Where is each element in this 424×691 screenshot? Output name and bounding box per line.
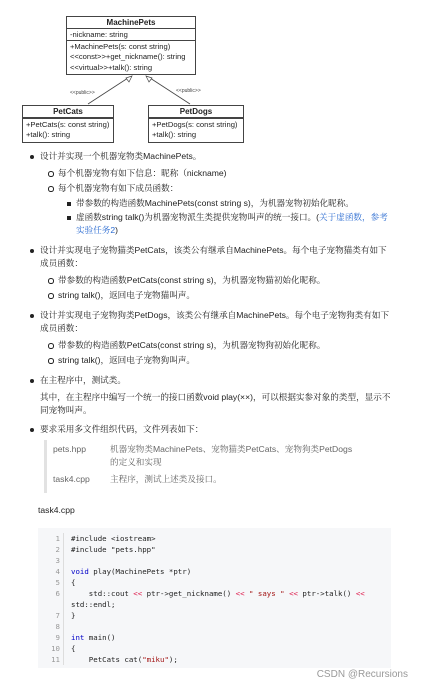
machinepets-class [66, 16, 196, 75]
code-line [38, 599, 391, 610]
list-item: string talk()，返回电子宠物狗叫声。 [0, 354, 424, 367]
line-number: 9 [38, 632, 64, 643]
item-text: ) [115, 225, 119, 235]
line-number: 2 [38, 544, 64, 555]
list-item [0, 211, 424, 237]
machinepets-title: MachinePets [67, 17, 195, 29]
code-line [38, 643, 391, 654]
code-line [38, 544, 391, 555]
list-item: 带参数的构造函数PetCats(const string s)，为机器宠物狗初始化昵称。 [0, 339, 424, 352]
file-name: pets.hpp [53, 444, 86, 454]
line-number: 1 [38, 533, 64, 544]
item-text: 虚函数string talk()为机器宠物派生类提供宠物叫声的统一接口。( [76, 212, 320, 222]
method: +talk(): string [152, 130, 197, 140]
method: +PetCats(s: const string) [26, 120, 110, 129]
code-line [38, 533, 391, 544]
method: <<virtual>>+talk(): string [70, 62, 153, 72]
list-item: 要求采用多文件组织代码，文件列表如下： [0, 423, 424, 436]
list-item: 设计并实现电子宠物狗类PetDogs，该类公有继承自MachinePets。每个电子宠物狗类有如下成员函数： [0, 309, 424, 335]
petcats-class [22, 105, 114, 143]
line-number: 10 [38, 643, 64, 654]
file-description: 机器宠物类MachinePets、宠物猫类PetCats、宠物狗类PetDogs的定义和实现 [110, 444, 353, 467]
code-text: std::cout << ptr->get_nickname() << " says " << ptr->talk() << [71, 589, 365, 598]
machinepets-attribute: -nickname: string [67, 29, 195, 41]
public-tag-left: <<public>> [70, 90, 95, 96]
petcats-methods [23, 119, 113, 142]
file-list [44, 440, 424, 493]
code-text: } [71, 611, 76, 620]
line-number: 8 [38, 621, 64, 632]
code-line [38, 621, 391, 632]
petdogs-title: PetDogs [149, 106, 243, 118]
list-item: 每个机器宠物有如下信息：昵称（nickname) [0, 167, 424, 180]
requirements-list [0, 150, 424, 493]
method: +PetDogs(s: const string) [152, 120, 238, 129]
code-text: { [71, 578, 76, 587]
code-keyword: void [71, 567, 89, 576]
list-item: 带参数的构造函数PetCats(const string s)，为机器宠物猫初始化昵称。 [0, 274, 424, 287]
list-item: 设计并实现电子宠物猫类PetCats，该类公有继承自MachinePets。每个电子宠物猫类有如下成员函数： [0, 244, 424, 270]
code-line [38, 577, 391, 588]
line-number: 7 [38, 610, 64, 621]
line-number: 4 [38, 566, 64, 577]
code-keyword: int [71, 633, 85, 642]
list-item: 在主程序中，测试类。 [0, 374, 424, 387]
code-text: std::endl; [71, 600, 116, 609]
method: <<const>>+get_nickname(): string [70, 52, 186, 62]
line-number: 6 [38, 588, 64, 599]
csdn-watermark: CSDN @Recursions [316, 669, 408, 680]
line-number: 3 [38, 555, 64, 566]
file-name: task4.cpp [53, 474, 90, 484]
file-row [53, 473, 424, 486]
code-line [38, 610, 391, 621]
machinepets-methods [67, 41, 195, 74]
file-description: 主程序，测试上述类及接口。 [110, 474, 222, 484]
code-text: #include <iostream> [71, 534, 156, 543]
code-text: { [71, 644, 76, 653]
file-row [53, 443, 424, 469]
public-tag-right: <<public>> [176, 88, 201, 94]
petdogs-methods [149, 119, 243, 142]
code-text: #include "pets.hpp" [71, 545, 156, 554]
line-number: 5 [38, 577, 64, 588]
code-file-title: task4.cpp [38, 505, 75, 515]
code-line [38, 632, 391, 643]
code-line [38, 654, 391, 665]
line-number: 11 [38, 654, 64, 665]
code-text: PetCats cat("miku"); [71, 655, 178, 664]
petcats-title: PetCats [23, 106, 113, 118]
reference-link[interactable]: 关于虚函数，参考实验任务2 [76, 212, 388, 235]
method: +talk(): string [26, 130, 71, 140]
method: +MachinePets(s: const string) [70, 42, 171, 51]
list-item: 设计并实现一个机器宠物类MachinePets。 [0, 150, 424, 163]
code-text: main() [84, 633, 116, 642]
list-item: 带参数的构造函数MachinePets(const string s)，为机器宠物初始化昵称。 [0, 197, 424, 210]
code-line [38, 566, 391, 577]
list-item: string talk()，返回电子宠物猫叫声。 [0, 289, 424, 302]
code-line [38, 588, 391, 599]
uml-class-diagram [0, 12, 424, 152]
note-text: 其中，在主程序中编写一个统一的接口函数void play(××)，可以根据实参对象的类型，显示不同宠物叫声。 [40, 392, 391, 415]
code-text: play(MachinePets *ptr) [88, 567, 192, 576]
petdogs-class [148, 105, 244, 143]
code-block[interactable] [38, 528, 391, 668]
code-line [38, 555, 391, 566]
list-item: 每个机器宠物有如下成员函数： [0, 182, 424, 195]
